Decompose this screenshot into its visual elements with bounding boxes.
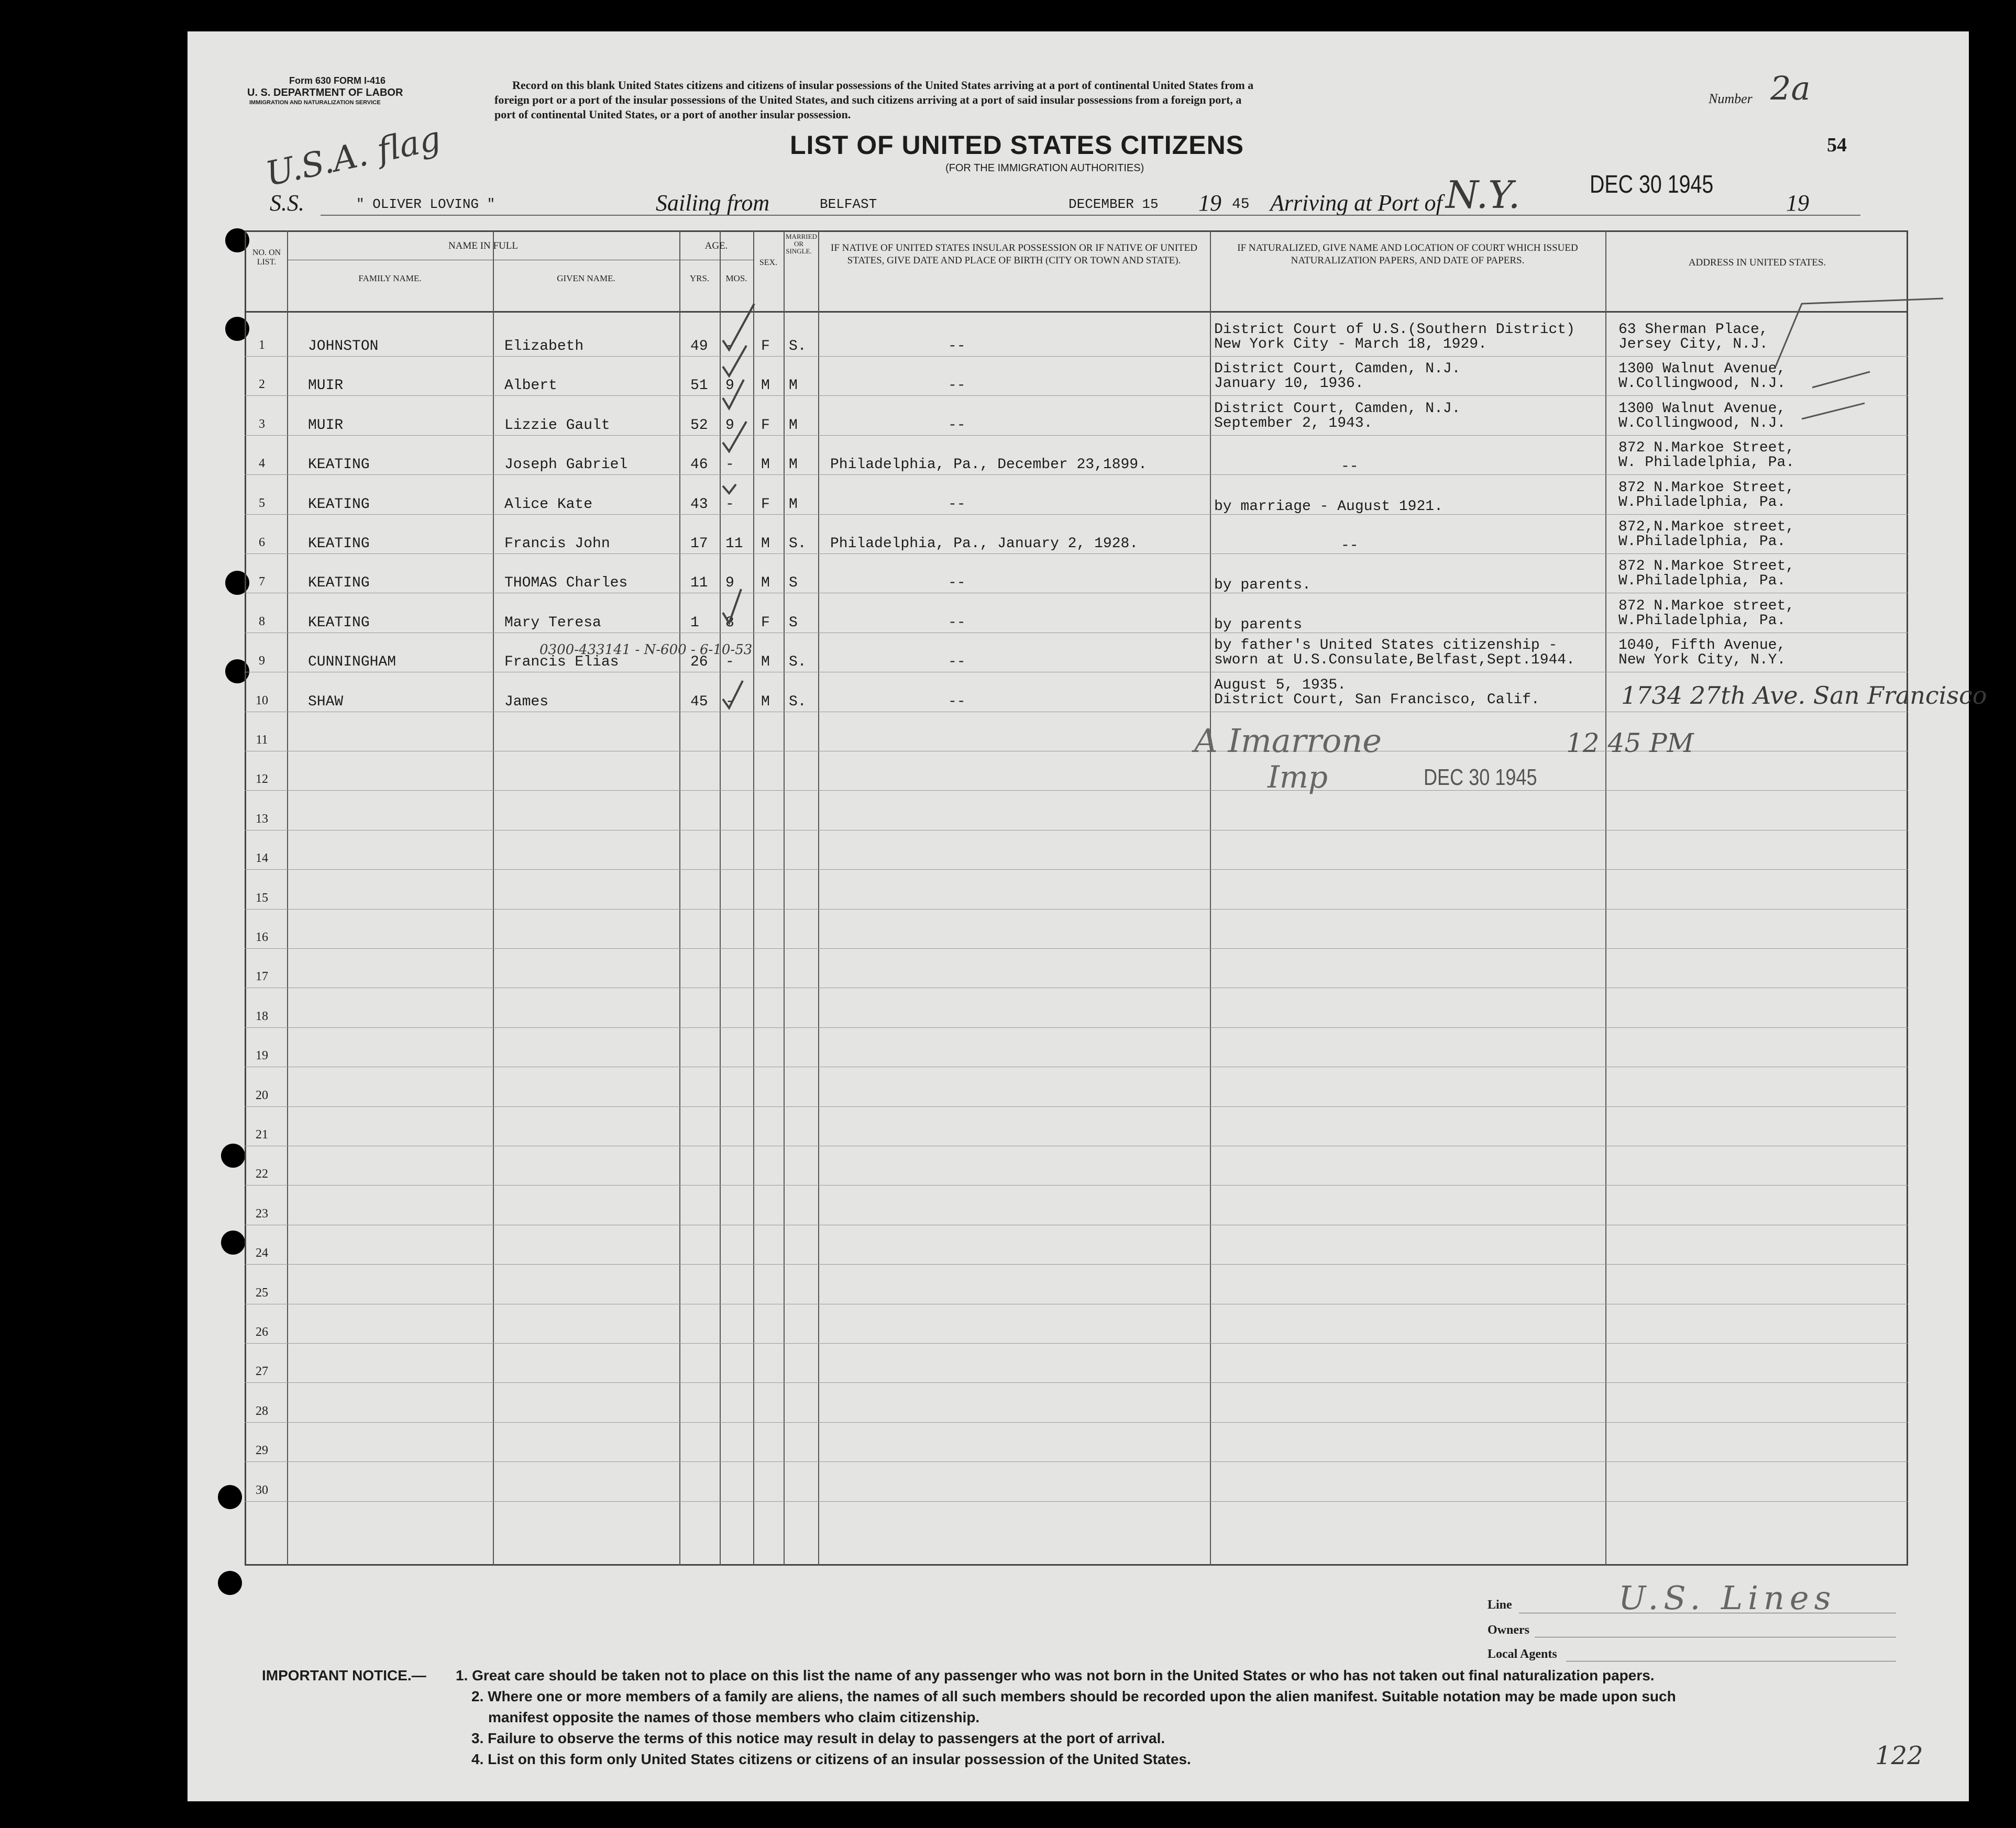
column-divider <box>493 230 494 1566</box>
marital-status: S. <box>789 338 807 354</box>
address-line2: W. Philadelphia, Pa. <box>1618 455 1795 471</box>
row-number: 22 <box>256 1167 268 1181</box>
given-name: Francis John <box>504 536 610 552</box>
birth-place-date: -- <box>948 575 966 592</box>
age-months: - <box>725 457 734 473</box>
col-header-given: GIVEN NAME. <box>557 273 615 283</box>
marital-status: S. <box>789 693 807 710</box>
naturalization-line2: September 2, 1943. <box>1214 415 1373 431</box>
age-years: 45 <box>690 693 708 710</box>
family-name: KEATING <box>308 457 370 473</box>
given-name: Lizzie Gault <box>504 417 610 434</box>
row-rule <box>245 1461 1908 1462</box>
address-line1: 1300 Walnut Avenue, <box>1618 361 1786 378</box>
naturalization-line2: New York City - March 18, 1929. <box>1214 336 1487 352</box>
address-line1: 1040, Fifth Avenue, <box>1618 637 1786 654</box>
naturalization-line1: August 5, 1935. <box>1214 677 1347 693</box>
marital-status: M <box>789 378 798 394</box>
given-name: Joseph Gabriel <box>504 457 628 473</box>
given-name: Francis Elias <box>504 654 619 671</box>
corner-mark: 122 <box>1875 1741 1923 1770</box>
date-stamp: DEC 30 1945 <box>1590 171 1714 198</box>
number-label: Number <box>1709 91 1753 106</box>
row-rule <box>245 869 1908 870</box>
family-name: JOHNSTON <box>308 338 379 354</box>
row-rule <box>245 474 1908 475</box>
notice-3: 3. Failure to observe the terms of this notice may result in delay to passengers at the port of arrival. <box>471 1730 1165 1746</box>
age-years: 26 <box>690 654 708 671</box>
agents-label: Local Agents <box>1488 1647 1557 1661</box>
family-name: KEATING <box>308 536 370 552</box>
row-rule <box>245 1501 1908 1502</box>
family-name: KEATING <box>308 614 370 631</box>
given-name: Albert <box>504 378 557 394</box>
year-suffix: 45 <box>1232 196 1250 213</box>
row-number: 25 <box>256 1286 268 1300</box>
column-divider <box>287 230 288 1566</box>
address-line2: New York City, N.Y. <box>1618 652 1786 669</box>
age-months: - <box>725 654 734 671</box>
sailing-port: BELFAST <box>820 196 877 212</box>
age-years: 49 <box>690 338 708 354</box>
punch-hole <box>218 1485 242 1509</box>
number-value: 2a <box>1770 69 1811 107</box>
address-line1: 872 N.Markoe Street, <box>1618 479 1795 496</box>
age-months: - <box>725 496 734 513</box>
address-line2: W.Collingwood, N.J. <box>1618 375 1786 392</box>
row-number: 10 <box>256 693 268 707</box>
address-line2: W.Philadelphia, Pa. <box>1618 534 1786 550</box>
row-number: 7 <box>259 575 265 589</box>
marital-status: S <box>789 575 798 592</box>
birth-place-date: Philadelphia, Pa., January 2, 1928. <box>830 536 1139 552</box>
naturalization-line1: District Court, Camden, N.J. <box>1214 400 1461 417</box>
col-header-yrs: YRS. <box>689 273 710 283</box>
row-rule <box>245 948 1908 949</box>
age-months: 9 <box>725 417 734 434</box>
notice-4: 4. List on this form only United States citizens or citizens of an insular possession of the United States. <box>471 1751 1191 1767</box>
age-months: 9 <box>725 378 734 394</box>
birth-place-date: -- <box>948 417 966 434</box>
naturalization-line2: sworn at U.S.Consulate,Belfast,Sept.1944. <box>1214 652 1575 669</box>
age-years: 46 <box>690 457 708 473</box>
age-years: 51 <box>690 378 708 394</box>
line-label: Line <box>1488 1598 1512 1612</box>
row-number: 6 <box>259 536 265 549</box>
row-number: 19 <box>256 1049 268 1063</box>
sex: F <box>761 496 770 513</box>
row-number: 5 <box>259 496 265 510</box>
row-rule <box>245 1185 1908 1186</box>
age-months: 11 <box>725 536 743 552</box>
arriving-label: Arriving at Port of <box>1270 190 1442 216</box>
sex: M <box>761 575 770 592</box>
col-header-age: AGE. <box>704 240 728 251</box>
row-rule <box>245 356 1908 357</box>
department: U. S. DEPARTMENT OF LABOR <box>247 87 403 98</box>
col-header-address: ADDRESS IN UNITED STATES. <box>1688 257 1826 268</box>
marital-status: M <box>789 417 798 434</box>
sex: M <box>761 654 770 671</box>
row-number: 9 <box>259 654 265 668</box>
row-number: 24 <box>256 1246 268 1260</box>
col-header-sex: SEX. <box>759 258 778 267</box>
family-name: MUIR <box>308 378 344 394</box>
sex: M <box>761 378 770 394</box>
year-prefix: 19 <box>1198 190 1221 216</box>
sex: F <box>761 417 770 434</box>
column-divider <box>818 230 819 1566</box>
birth-place-date: -- <box>948 693 966 710</box>
row-number: 12 <box>256 772 268 786</box>
row-rule <box>245 1422 1908 1423</box>
notice-2b: manifest opposite the names of those members who claim citizenship. <box>488 1709 980 1725</box>
age-years: 1 <box>690 614 699 631</box>
flag-note: U.S.A. flag <box>262 119 445 194</box>
owners-label: Owners <box>1488 1623 1529 1637</box>
punch-hole <box>221 1231 245 1255</box>
col-header-married: MARRIED OR SINGLE. <box>786 232 817 255</box>
given-name: Mary Teresa <box>504 614 601 631</box>
row-number: 18 <box>256 1009 268 1023</box>
address-line1: 1300 Walnut Avenue, <box>1618 400 1786 417</box>
header-divider <box>245 311 1908 313</box>
row-number: 13 <box>256 812 268 826</box>
ship-name: " OLIVER LOVING " <box>356 196 495 212</box>
row-rule <box>245 553 1908 554</box>
sailing-label: Sailing from <box>656 190 770 216</box>
departure-date: DECEMBER 15 <box>1068 196 1159 212</box>
age-years: 11 <box>690 575 708 592</box>
line-value: U.S. Lines <box>1618 1579 1836 1617</box>
address-line1: 872,N.Markoe street, <box>1618 519 1795 535</box>
family-name: KEATING <box>308 575 370 592</box>
form-number: Form 630 FORM I-416 <box>289 75 386 86</box>
birth-place-date: -- <box>948 338 966 354</box>
arrival-time: 12 45 PM <box>1566 728 1694 758</box>
notice-1: 1. Great care should be taken not to place on this list the name of any passenger who was not born in the United States or who has not taken out final naturalization papers. <box>456 1667 1655 1683</box>
col-header-name: NAME IN FULL <box>448 240 518 251</box>
naturalization-line1: -- <box>1341 459 1359 475</box>
age-months: - <box>725 693 734 710</box>
notice-2a: 2. Where one or more members of a family are aliens, the names of all such members should be recorded upon the alien manifest. Suitable notation may be made upon such <box>471 1688 1676 1704</box>
row-number: 14 <box>256 851 268 866</box>
page-subtitle: (FOR THE IMMIGRATION AUTHORITIES) <box>945 162 1144 174</box>
arrival-stamp: DEC 30 1945 <box>1424 765 1537 790</box>
page-title: LIST OF UNITED STATES CITIZENS <box>790 130 1244 160</box>
naturalization-line1: -- <box>1341 538 1359 554</box>
col-header-no: NO. ON LIST. <box>252 248 281 267</box>
row-number: 3 <box>259 417 265 431</box>
row-rule <box>245 790 1908 791</box>
address-line2: W.Philadelphia, Pa. <box>1618 494 1786 511</box>
sex: F <box>761 614 770 631</box>
family-name: KEATING <box>308 496 370 513</box>
row-number: 4 <box>259 457 265 471</box>
row-rule <box>245 1106 1908 1107</box>
service: IMMIGRATION AND NATURALIZATION SERVICE <box>249 99 381 106</box>
row-number: 16 <box>256 930 268 944</box>
age-months: 9 <box>725 575 734 592</box>
inspector-initials: Imp <box>1268 759 1328 795</box>
naturalization-line2: January 10, 1936. <box>1214 375 1364 392</box>
row-rule <box>245 395 1908 396</box>
row-rule <box>245 435 1908 436</box>
birth-place-date: -- <box>948 614 966 631</box>
row-number: 30 <box>256 1483 268 1497</box>
given-name: James <box>504 693 549 710</box>
age-years: 43 <box>690 496 708 513</box>
marital-status: S. <box>789 654 807 671</box>
row-number: 2 <box>259 378 265 392</box>
marital-status: S <box>789 614 798 631</box>
row-rule <box>245 909 1908 910</box>
col-header-family: FAMILY NAME. <box>358 273 422 283</box>
family-name: CUNNINGHAM <box>308 654 396 671</box>
sex: F <box>761 338 770 354</box>
sex: M <box>761 693 770 710</box>
record-instructions-1: Record on this blank United States citizens and citizens of insular possessions of the United States arriving at a port of continental United States from a <box>512 79 1254 92</box>
age-years: 17 <box>690 536 708 552</box>
row-number: 15 <box>256 891 268 905</box>
address-line2: W.Philadelphia, Pa. <box>1618 612 1786 629</box>
address-line1: 872 N.Markoe street, <box>1618 597 1795 614</box>
punch-hole <box>221 1144 245 1168</box>
col-header-native: IF NATIVE OF UNITED STATES INSULAR POSSESSION OR IF NATIVE OF UNITED STATES, GIVE DATE AND PLACE OF BIRTH (CITY OR TOWN AND STATE). <box>831 242 1197 266</box>
row-number: 1 <box>259 338 265 352</box>
age-years: 52 <box>690 417 708 434</box>
naturalization-line1: by parents. <box>1214 577 1311 594</box>
row-number: 11 <box>256 733 268 747</box>
address-check-marks <box>1770 293 1959 429</box>
row-rule <box>245 514 1908 515</box>
col-header-naturalized: IF NATURALIZED, GIVE NAME AND LOCATION OF COURT WHICH ISSUED NATURALIZATION PAPERS, AND DATE OF PAPERS. <box>1237 242 1578 266</box>
address-line1: 63 Sherman Place, <box>1618 322 1768 338</box>
row-rule <box>245 1382 1908 1383</box>
year-blank: 19 <box>1786 190 1809 216</box>
column-divider <box>1605 230 1606 1566</box>
address-line2: W.Philadelphia, Pa. <box>1618 573 1786 590</box>
marital-status: M <box>789 457 798 473</box>
marital-status: M <box>789 496 798 513</box>
address-line1: 872 N.Markoe Street, <box>1618 558 1795 575</box>
row-number: 23 <box>256 1206 268 1221</box>
sex: M <box>761 457 770 473</box>
given-name: THOMAS Charles <box>504 575 628 592</box>
inspector-signature: A Imarrone <box>1194 722 1382 760</box>
naturalization-line1: by parents <box>1214 616 1303 633</box>
family-name: MUIR <box>308 417 344 434</box>
row9-note: 0300-433141 - N-600 - 6-10-53 <box>539 642 753 658</box>
row-number: 26 <box>256 1325 268 1339</box>
col-header-mos: MOS. <box>725 273 747 283</box>
address-line2: W.Collingwood, N.J. <box>1618 415 1786 431</box>
birth-place-date: -- <box>948 378 966 394</box>
birth-place-date: -- <box>948 654 966 671</box>
naturalization-line1: District Court, Camden, N.J. <box>1214 361 1461 378</box>
punch-hole <box>218 1571 242 1595</box>
row-rule <box>245 1343 1908 1344</box>
notice-title: IMPORTANT NOTICE.— <box>262 1667 426 1683</box>
age-months: - <box>725 338 734 354</box>
arriving-port: N.Y. <box>1446 173 1521 217</box>
naturalization-line1: by marriage - August 1921. <box>1214 498 1443 515</box>
naturalization-line1: District Court of U.S.(Southern District) <box>1214 322 1575 338</box>
page-number: 54 <box>1827 134 1847 156</box>
row-number: 8 <box>259 614 265 628</box>
row-rule <box>245 1027 1908 1028</box>
voyage-underline <box>321 215 1860 216</box>
ss-label: S.S. <box>270 190 304 216</box>
row-number: 27 <box>256 1365 268 1379</box>
birth-place-date: Philadelphia, Pa., December 23,1899. <box>830 457 1147 473</box>
naturalization-line2: District Court, San Francisco, Calif. <box>1214 691 1540 708</box>
row-number: 29 <box>256 1444 268 1458</box>
row-rule <box>245 1264 1908 1265</box>
marital-status: S. <box>789 536 807 552</box>
address-line2: Jersey City, N.J. <box>1618 336 1768 352</box>
row-number: 17 <box>256 970 268 984</box>
record-instructions-2: foreign port or a port of the insular possessions of the United States, and such citizens arriving at a port of said insular possessions from a foreign port, a <box>494 93 1242 106</box>
given-name: Alice Kate <box>504 496 593 513</box>
family-name: SHAW <box>308 693 344 710</box>
row-number: 21 <box>256 1128 268 1142</box>
address-line1: 1734 27th Ave. San Francisco <box>1621 681 1987 710</box>
birth-place-date: -- <box>948 496 966 513</box>
row-number: 20 <box>256 1088 268 1102</box>
record-instructions-3: port of continental United States, or a port of another insular possession. <box>494 108 851 121</box>
sex: M <box>761 536 770 552</box>
given-name: Elizabeth <box>504 338 584 354</box>
address-line1: 872 N.Markoe Street, <box>1618 440 1795 457</box>
row-number: 28 <box>256 1404 268 1418</box>
column-divider <box>1210 230 1211 1566</box>
column-divider <box>679 230 680 1566</box>
naturalization-line1: by father's United States citizenship - <box>1214 637 1558 654</box>
age-months: 8 <box>725 614 734 631</box>
